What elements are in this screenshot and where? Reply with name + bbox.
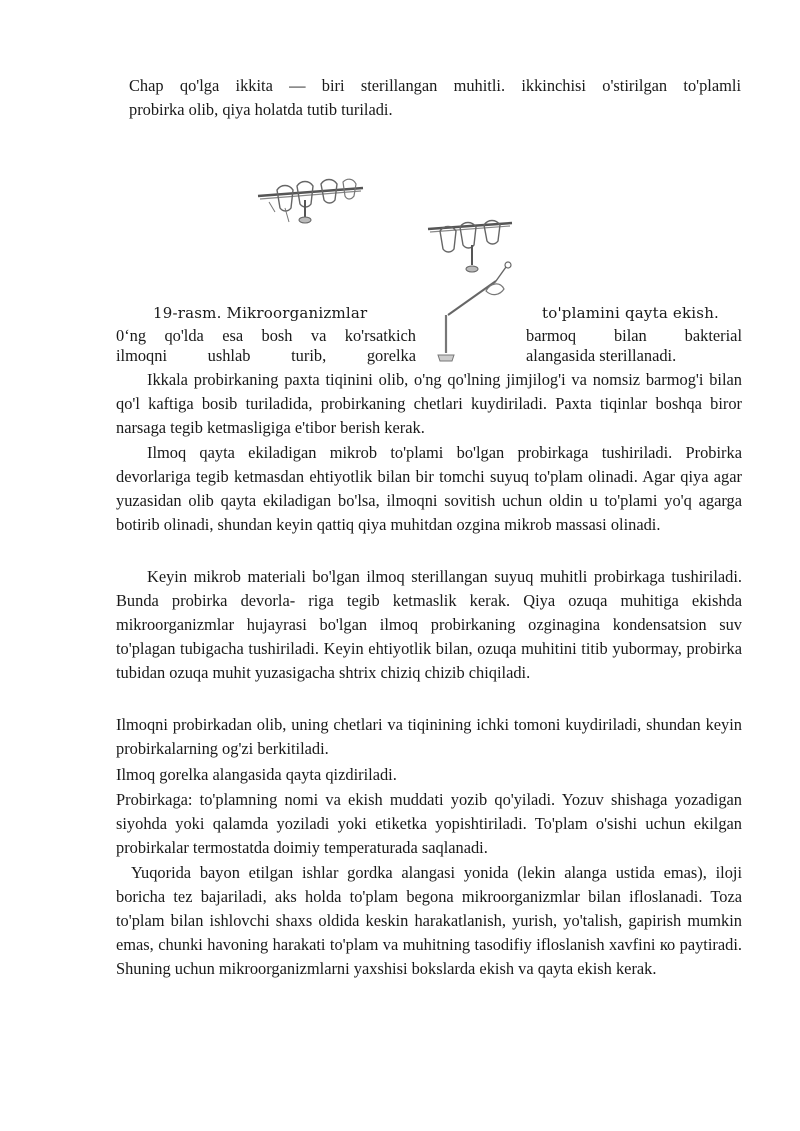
figure-text-right-1: barmoq bilan bakterial [526, 326, 742, 345]
paragraph-4: Ilmoqni probirkadan olib, uning chetlari va tiqinining ichki tomoni kuydiriladi, shundan keyin probirkalarning og'zi berkitiladi. [116, 715, 742, 758]
figure-caption-right: to'plamini qayta ekish. [542, 304, 720, 322]
paragraph-7: Yuqorida bayon etilgan ishlar gordka alangasi yonida (lekin alanga ustida emas), iloji boricha tez bajariladi, aks holda to'plam begona mikroorganizmlar bilan ifloslanadi. Toza to'plam bilan ishlovchi shaxs oldida keskin harakatlanish, yurish, yo'talish, gapirish mumkin emas, chunki havoning harakati to'plam va muhitning tasodifiy ifloslanish xavfini ко paytiradi. Shuning uchun mikroorganizmlarni yaxshisi bokslarda ekish va qayta ekish kerak. [116, 863, 742, 978]
figure-caption-left: 19-rasm. Mikroorganizmlar [153, 304, 368, 322]
paragraph-3: Keyin mikrob materiali bo'lgan ilmoq sterillangan suyuq muhitli probirkaga tushiriladi. Bunda probirka devorla- riga tegib ketmaslik kerak. Qiya ozuqa muhitiga ekishda mikroorganizmlar hujayrasi bo'lgan ilmoq probirkaning ozginagina kondensatsion suv to'plagan tubigacha tushiriladi. Keyin ehtiyotlik bilan, ozuqa muhitini titib yubormay, probirka tubidan ozuqa muhit yuzasigacha shtrix chiziq chizib chiqiladi. [116, 567, 742, 682]
paragraph-2: Ilmoq qayta ekiladigan mikrob to'plami bo'lgan probirkaga tushiriladi. Probirka devorlariga tegib ketmasdan ehtiyotlik bilan bir tomchi suyuq to'plam olinadi. Agar qiya agar yuzasidan olib qayta ekiladigan bo'lsa, ilmoqni sovitish uchun oldin u to'plami yo'q agarga botirib olinadi, shundan keyin qattiq qiya muhitdan ozgina mikrob massasi olinadi. [116, 443, 742, 534]
figure-test-tubes-illustration [255, 178, 370, 228]
figure-text-right-2: alangasida sterillanadi. [526, 346, 677, 365]
paragraph-5: Ilmoq gorelka alangasida qayta qizdiriladi. [116, 765, 397, 784]
figure-text-left-1: 0‘ng qo'lda esa bosh va ko'rsatkich [116, 326, 416, 345]
paragraph-1: Ikkala probirkaning paxta tiqinini olib, o'ng qo'lning jimjilog'i va nomsiz barmog'i bilan qo'l kaftiga bosib turiladida, probirkaning chetlari kuydiriladi. Paxta tiqinlar boshqa biror narsaga tegib ketmasligiga e'tibor berish kerak. [116, 370, 742, 437]
figure-loop-sterilization-illustration [420, 215, 520, 365]
figure-text-left-2: ilmoqni ushlab turib, gorelka [116, 346, 416, 365]
paragraph-6: Probirkaga: to'plamning nomi va ekish muddati yozib qo'yiladi. Yozuv shishaga yozadigan siyohda yoki qalamda yoziladi yoki etiketka yopishtiriladi. To'plam o'sishi uchun ekilgan probirkalar termostatda doimiy temperaturada saqlanadi. [116, 790, 742, 857]
intro-line-1: Chap qo'lga ikkita — biri sterillangan muhitli. ikkinchisi o'stirilgan to'plamli [129, 76, 741, 95]
intro-line-2: probirka olib, qiya holatda tutib turiladi. [129, 100, 393, 119]
